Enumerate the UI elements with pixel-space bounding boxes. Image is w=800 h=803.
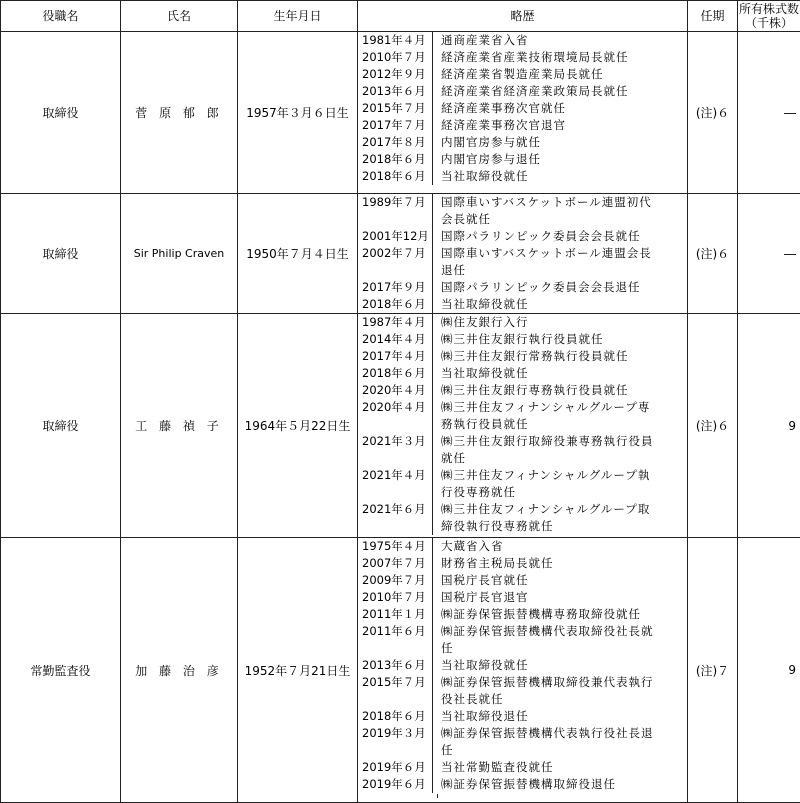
history-event: 当社常勤監査役就任 — [433, 759, 687, 776]
history-line — [358, 674, 687, 691]
history-event: ㈱三井住友銀行執行役員就任 — [433, 331, 687, 348]
history-line — [358, 657, 687, 674]
history-date: 2021年３月 — [358, 433, 432, 450]
officer-shares: ― — [738, 32, 800, 194]
history-date: 2002年７月 — [358, 245, 432, 262]
history-line — [358, 117, 687, 134]
history-event: 退任 — [433, 262, 687, 279]
officer-name: 菅 原 郁 郎 — [121, 32, 238, 194]
history-event: ㈱証券保管振替機構専務取締役就任 — [433, 606, 687, 623]
history-date: 2020年４月 — [358, 399, 432, 416]
history-date — [358, 742, 432, 759]
history-event: 当社取締役退任 — [433, 708, 687, 725]
history-date: 2018年６月 — [358, 296, 432, 313]
history-event: 当社取締役就任 — [433, 168, 687, 185]
officer-row — [1, 194, 800, 314]
header-position: 役職名 — [1, 1, 121, 32]
history-event: ㈱三井住友フィナンシャルグループ執 — [433, 467, 687, 484]
header-birth: 生年月日 — [238, 1, 358, 32]
history-line — [358, 572, 687, 589]
history-event: 当社取締役就任 — [433, 296, 687, 313]
history-date — [358, 450, 432, 467]
history-line — [358, 555, 687, 572]
history-event: 当社取締役就任 — [433, 365, 687, 382]
history-line — [358, 742, 687, 759]
history-date: 2018年６月 — [358, 708, 432, 725]
history-line — [358, 691, 687, 708]
officer-term: (注)６ — [688, 314, 738, 538]
history-line — [358, 640, 687, 657]
officer-term: (注)７ — [688, 538, 738, 803]
history-event: 国税庁長官退官 — [433, 589, 687, 606]
history-event: 務執行役員就任 — [433, 416, 687, 433]
history-date: 2010年７月 — [358, 589, 432, 606]
history-event: ㈱証券保管振替機構代表執行役社長退 — [433, 725, 687, 742]
history-date: 2018年６月 — [358, 168, 432, 185]
history-event: ㈱三井住友フィナンシャルグループ専 — [433, 399, 687, 416]
history-event: ㈱三井住友銀行取締役兼専務執行役員 — [433, 433, 687, 450]
history-line — [358, 134, 687, 151]
officer-position: 取締役 — [1, 32, 121, 194]
history-date: 2013年６月 — [358, 83, 432, 100]
history-date: 2018年６月 — [358, 365, 432, 382]
history-line — [358, 194, 687, 211]
officer-birth: 1964年５月22日生 — [238, 314, 358, 538]
history-event: 国際車いすバスケットボール連盟初代 — [433, 194, 687, 211]
history-date: 2007年７月 — [358, 555, 432, 572]
history-date — [358, 262, 432, 279]
officer-name: Sir Philip Craven — [121, 194, 238, 314]
history-event: 内閣官房参与退任 — [433, 151, 687, 168]
officer-term: (注)６ — [688, 32, 738, 194]
officer-row — [1, 538, 800, 803]
officer-position: 取締役 — [1, 194, 121, 314]
history-event: 大蔵省入省 — [433, 538, 687, 555]
history-event: 国際パラリンピック委員会会長就任 — [433, 228, 687, 245]
header-term: 任期 — [688, 1, 738, 32]
history-event: 当社取締役就任 — [433, 657, 687, 674]
history-date: 2014年４月 — [358, 331, 432, 348]
history-date: 2011年６月 — [358, 623, 432, 640]
history-event: 就任 — [433, 450, 687, 467]
officer-shares: 9 — [738, 538, 800, 803]
history-line — [358, 83, 687, 100]
officer-name: 工 藤 禎 子 — [121, 314, 238, 538]
officer-position: 取締役 — [1, 314, 121, 538]
history-date: 2012年９月 — [358, 66, 432, 83]
history-date: 2001年12月 — [358, 228, 432, 245]
history-date: 1989年７月 — [358, 194, 432, 211]
history-line — [358, 228, 687, 245]
history-line — [358, 623, 687, 640]
history-date: 2019年６月 — [358, 776, 432, 793]
history-date — [358, 484, 432, 501]
history-date: 1975年４月 — [358, 538, 432, 555]
history-date: 2010年７月 — [358, 49, 432, 66]
history-event: ㈱証券保管振替機構代表取締役社長就 — [433, 623, 687, 640]
history-event: ㈱三井住友銀行常務執行役員就任 — [433, 348, 687, 365]
history-event: 国税庁長官就任 — [433, 572, 687, 589]
officer-history — [358, 194, 688, 314]
history-line — [358, 365, 687, 382]
history-event: 経済産業省産業技術環境局長就任 — [433, 49, 687, 66]
officer-name: 加 藤 治 彦 — [121, 538, 238, 803]
history-event: 経済産業事務次官就任 — [433, 100, 687, 117]
history-date: 2018年６月 — [358, 151, 432, 168]
history-date — [358, 518, 432, 535]
header-name: 氏名 — [121, 1, 238, 32]
history-event: 国際車いすバスケットボール連盟会長 — [433, 245, 687, 262]
history-line — [358, 151, 687, 168]
officer-shares: 9 — [738, 314, 800, 538]
history-date: 2011年１月 — [358, 606, 432, 623]
history-line — [358, 416, 687, 433]
history-event: 任 — [433, 742, 687, 759]
history-line — [358, 484, 687, 501]
officer-history — [358, 32, 688, 194]
history-date: 2017年７月 — [358, 117, 432, 134]
header-row — [1, 1, 800, 32]
history-date — [358, 640, 432, 657]
history-event: 任 — [433, 640, 687, 657]
history-date: 2021年６月 — [358, 501, 432, 518]
history-date: 2017年８月 — [358, 134, 432, 151]
officer-birth: 1952年７月21日生 — [238, 538, 358, 803]
history-date: 2009年７月 — [358, 572, 432, 589]
history-line — [358, 759, 687, 776]
history-date: 2020年４月 — [358, 382, 432, 399]
history-event: 行役専務就任 — [433, 484, 687, 501]
history-line — [358, 433, 687, 450]
history-line — [358, 501, 687, 518]
history-date: 1981年４月 — [358, 32, 432, 49]
officer-position: 常勤監査役 — [1, 538, 121, 803]
history-line — [358, 296, 687, 313]
history-line — [358, 348, 687, 365]
officer-shares: ― — [738, 194, 800, 314]
officer-history — [358, 538, 688, 803]
officer-birth: 1957年３月６日生 — [238, 32, 358, 194]
officer-history — [358, 314, 688, 538]
history-date: 2017年４月 — [358, 348, 432, 365]
history-line — [358, 399, 687, 416]
history-line — [358, 518, 687, 535]
history-line — [358, 725, 687, 742]
history-event: 内閣官房参与就任 — [433, 134, 687, 151]
officer-row — [1, 314, 800, 538]
history-date — [358, 416, 432, 433]
history-event: ㈱証券保管振替機構取締役兼代表執行 — [433, 674, 687, 691]
history-line — [358, 314, 687, 331]
history-date: 1987年４月 — [358, 314, 432, 331]
history-line — [358, 262, 687, 279]
history-event: ㈱三井住友銀行専務執行役員就任 — [433, 382, 687, 399]
history-date: 2019年３月 — [358, 725, 432, 742]
header-career: 略歴 — [358, 1, 688, 32]
history-line — [358, 279, 687, 296]
header-shares: 所有株式数 （千株） — [738, 1, 800, 32]
officer-birth: 1950年７月４日生 — [238, 194, 358, 314]
history-date: 2021年４月 — [358, 467, 432, 484]
history-line — [358, 708, 687, 725]
officer-row — [1, 32, 800, 194]
history-line — [358, 211, 687, 228]
history-line — [358, 776, 687, 793]
history-event: 役社長就任 — [433, 691, 687, 708]
history-event: 会長就任 — [433, 211, 687, 228]
history-event: ㈱証券保管振替機構取締役退任 — [433, 776, 687, 793]
history-event: 経済産業省経済産業政策局長就任 — [433, 83, 687, 100]
history-event: 国際パラリンピック委員会会長退任 — [433, 279, 687, 296]
history-event: 経済産業省製造産業局長就任 — [433, 66, 687, 83]
history-event: 経済産業事務次官退官 — [433, 117, 687, 134]
history-date — [358, 211, 432, 228]
history-date: 2015年７月 — [358, 674, 432, 691]
history-line — [358, 538, 687, 555]
history-line — [358, 606, 687, 623]
history-date — [358, 691, 432, 708]
next-row-edge — [0, 794, 800, 798]
officer-term: (注)６ — [688, 194, 738, 314]
history-date: 2013年６月 — [358, 657, 432, 674]
history-line — [358, 100, 687, 117]
history-event: ㈱三井住友フィナンシャルグループ取 — [433, 501, 687, 518]
history-line — [358, 32, 687, 49]
history-line — [358, 331, 687, 348]
history-line — [358, 245, 687, 262]
history-event: 締役執行役専務就任 — [433, 518, 687, 535]
history-date: 2019年６月 — [358, 759, 432, 776]
history-line — [358, 168, 687, 185]
history-event: 通商産業省入省 — [433, 32, 687, 49]
history-event: ㈱住友銀行入行 — [433, 314, 687, 331]
history-line — [358, 450, 687, 467]
history-line — [358, 49, 687, 66]
history-event: 財務省主税局長就任 — [433, 555, 687, 572]
history-line — [358, 66, 687, 83]
history-date: 2017年９月 — [358, 279, 432, 296]
history-line — [358, 589, 687, 606]
history-line — [358, 467, 687, 484]
history-date: 2015年７月 — [358, 100, 432, 117]
history-line — [358, 382, 687, 399]
